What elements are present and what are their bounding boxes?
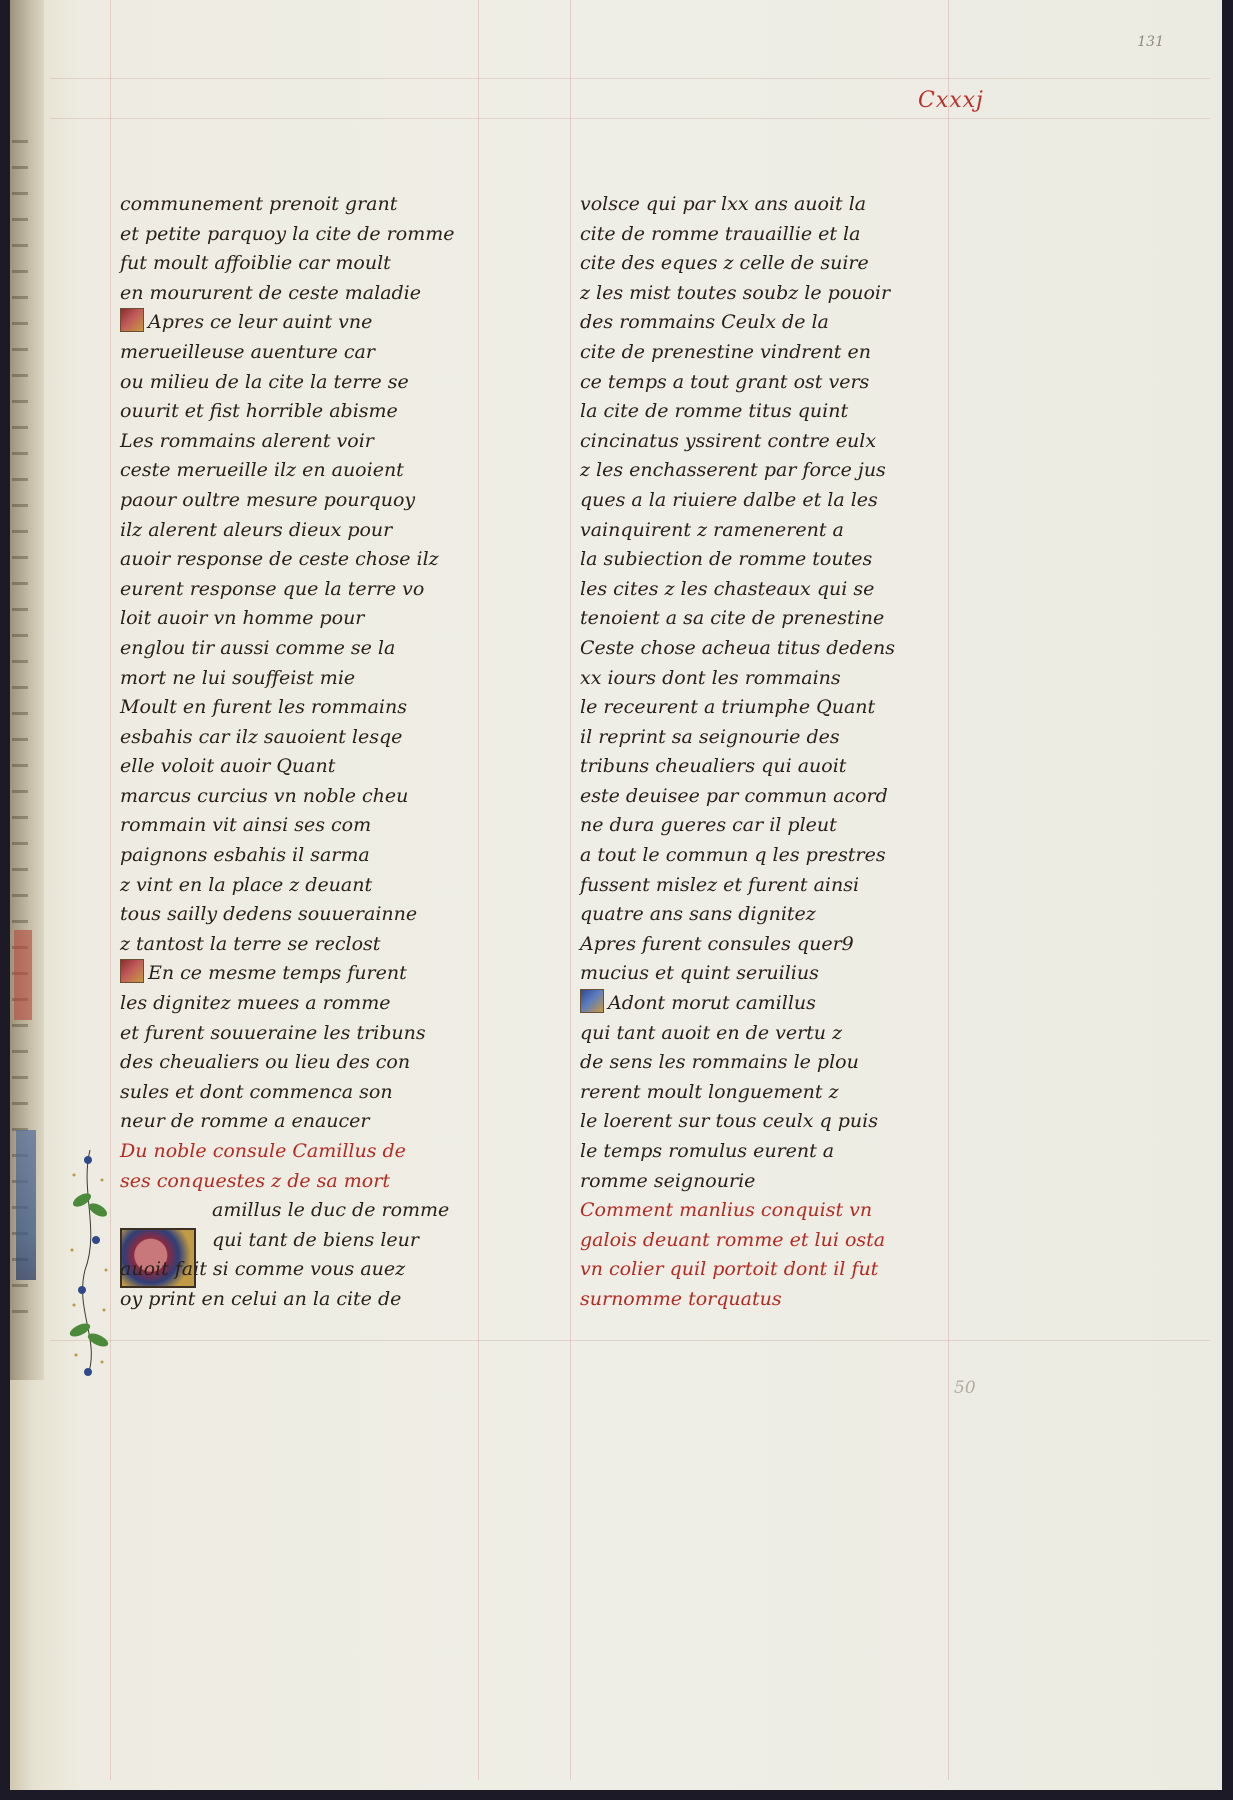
text-line: vainquirent z ramenerent a [580, 518, 844, 541]
text-line [120, 959, 500, 989]
text-line: quatre ans sans dignitez [580, 903, 816, 926]
text-line: loit auoir vn homme pour [120, 607, 365, 630]
text-line: le temps romulus eurent a [580, 1140, 835, 1162]
text-line: la cite de romme titus quint [580, 400, 849, 423]
ruling-line [50, 1340, 1210, 1341]
text-line: ne dura gueres car il pleut [580, 814, 837, 837]
left-column [120, 190, 500, 1315]
text-line: cite des eques z celle de suire [580, 252, 869, 275]
text-line: sules et dont commenca son [120, 1080, 393, 1103]
text-line: auoit fait si comme vous auez [120, 1258, 406, 1281]
text-line: esbahis car ilz sauoient lesqe [120, 725, 403, 748]
text-line: tenoient a sa cite de prenestine [580, 607, 885, 630]
text-line: volsce qui par lxx ans auoit la [580, 193, 867, 215]
text-line: paour oultre mesure pourquoy [120, 488, 416, 511]
rubric-line: ses conquestes z de sa mort [120, 1169, 390, 1192]
ruling-line [50, 118, 1210, 119]
text-line: tous sailly dedens souuerainne [120, 903, 418, 926]
text-line: et furent souueraine les tribuns [120, 1021, 426, 1044]
text-line: fut moult affoiblie car moult [120, 252, 391, 275]
text-line: rommain vit ainsi ses com [120, 814, 372, 837]
text-line: xx iours dont les rommains [580, 666, 841, 689]
text-line: le receurent a triumphe Quant [580, 696, 876, 719]
facing-page-red-illumination [14, 930, 32, 1020]
text-line: des rommains Ceulx de la [580, 311, 829, 334]
text-line [580, 989, 970, 1019]
text-line: de sens les rommains le plou [580, 1051, 859, 1074]
text-line: le loerent sur tous ceulx q puis [580, 1110, 878, 1133]
text-line: cincinatus yssirent contre eulx [580, 429, 877, 452]
text-line: des cheualiers ou lieu des con [120, 1051, 411, 1074]
manuscript-page [10, 0, 1222, 1790]
text-line: a tout le commun q les prestres [580, 844, 886, 867]
text-line: romme seignourie [580, 1169, 756, 1192]
text-line: en moururent de ceste maladie [120, 281, 422, 304]
text-line: este deuisee par commun acord [580, 784, 888, 807]
text-line: ceste merueille ilz en auoient [120, 459, 404, 482]
text-line: neur de romme a enaucer [120, 1110, 370, 1133]
text-line: et petite parquoy la cite de romme [120, 222, 455, 245]
text-line-content: elle voloit auoir Quant [120, 755, 336, 778]
text-line: auoir response de ceste chose ilz [120, 548, 439, 571]
folio-number: 131 [1137, 34, 1164, 50]
text-line: qui tant de biens leur [212, 1228, 419, 1251]
decorated-initial-a [120, 308, 144, 332]
text-line: z les mist toutes soubz le pouoir [580, 281, 891, 304]
rubric-line: galois deuant romme et lui osta [580, 1228, 886, 1251]
ruling-line [110, 0, 111, 1780]
facing-page-edge [10, 0, 44, 1380]
text-line-content: En ce mesme temps furent [148, 962, 407, 985]
text-line: rerent moult longuement z [580, 1080, 839, 1103]
rubric-line: surnomme torquatus [580, 1287, 782, 1310]
margin-note: 50 [954, 1378, 976, 1398]
text-line [120, 308, 500, 338]
text-line: communement prenoit grant [120, 193, 398, 215]
decorated-initial-e [120, 959, 144, 983]
text-line: qui tant auoit en de vertu z [580, 1021, 843, 1044]
text-line: ou milieu de la cite la terre se [120, 370, 409, 393]
text-line: ouurit et fist horrible abisme [120, 400, 398, 423]
text-line: marcus curcius vn noble cheu [120, 784, 409, 807]
text-line: il reprint sa seignourie des [580, 725, 840, 748]
text-line: ques a la riuiere dalbe et la les [580, 488, 878, 511]
text-line: la subiection de romme toutes [580, 548, 873, 571]
right-column [580, 190, 970, 1315]
text-line: fussent mislez et furent ainsi [580, 873, 860, 896]
ruling-line [50, 78, 1210, 79]
text-line: les cites z les chasteaux qui se [580, 577, 875, 600]
text-line-content: Adont morut camillus [608, 992, 816, 1015]
ruling-line [570, 0, 571, 1780]
text-line: merueilleuse auenture car [120, 340, 375, 363]
text-line: Apres furent consules quer9 [580, 932, 854, 955]
text-line: cite de romme trauaillie et la [580, 222, 861, 245]
facing-page-blue-illumination [16, 1130, 36, 1280]
rubric-line: vn colier quil portoit dont il fut [580, 1258, 879, 1281]
text-line: paignons esbahis il sarma [120, 844, 370, 867]
text-line: amillus le duc de romme [212, 1199, 450, 1222]
floral-border-decoration [60, 1140, 120, 1380]
text-line: les dignitez muees a romme [120, 992, 391, 1015]
text-line: mort ne lui souffeist mie [120, 666, 356, 689]
text-line: Les rommains alerent voir [120, 429, 374, 452]
text-line: eurent response que la terre vo [120, 577, 425, 600]
rubric-line: Du noble consule Camillus de [120, 1140, 406, 1162]
rubric-line: Comment manlius conquist vn [580, 1199, 873, 1222]
text-line: mucius et quint seruilius [580, 962, 819, 985]
text-line: ce temps a tout grant ost vers [580, 370, 870, 393]
text-line: z vint en la place z deuant [120, 873, 373, 896]
text-line-content: Apres ce leur auint vne [148, 311, 373, 334]
text-line: z les enchasserent par force jus [580, 459, 886, 482]
text-line: Ceste chose acheua titus dedens [580, 636, 896, 659]
text-line: Moult en furent les rommains [120, 696, 407, 719]
chapter-number: Cxxxj [918, 88, 984, 113]
text-line: tribuns cheualiers qui auoit [580, 755, 847, 778]
decorated-initial-a [580, 989, 604, 1013]
text-line: oy print en celui an la cite de [120, 1287, 402, 1310]
text-line: cite de prenestine vindrent en [580, 340, 871, 363]
text-line [120, 752, 500, 782]
text-line: ilz alerent aleurs dieux pour [120, 518, 393, 541]
text-line: z tantost la terre se reclost [120, 932, 381, 955]
text-line: englou tir aussi comme se la [120, 636, 396, 659]
